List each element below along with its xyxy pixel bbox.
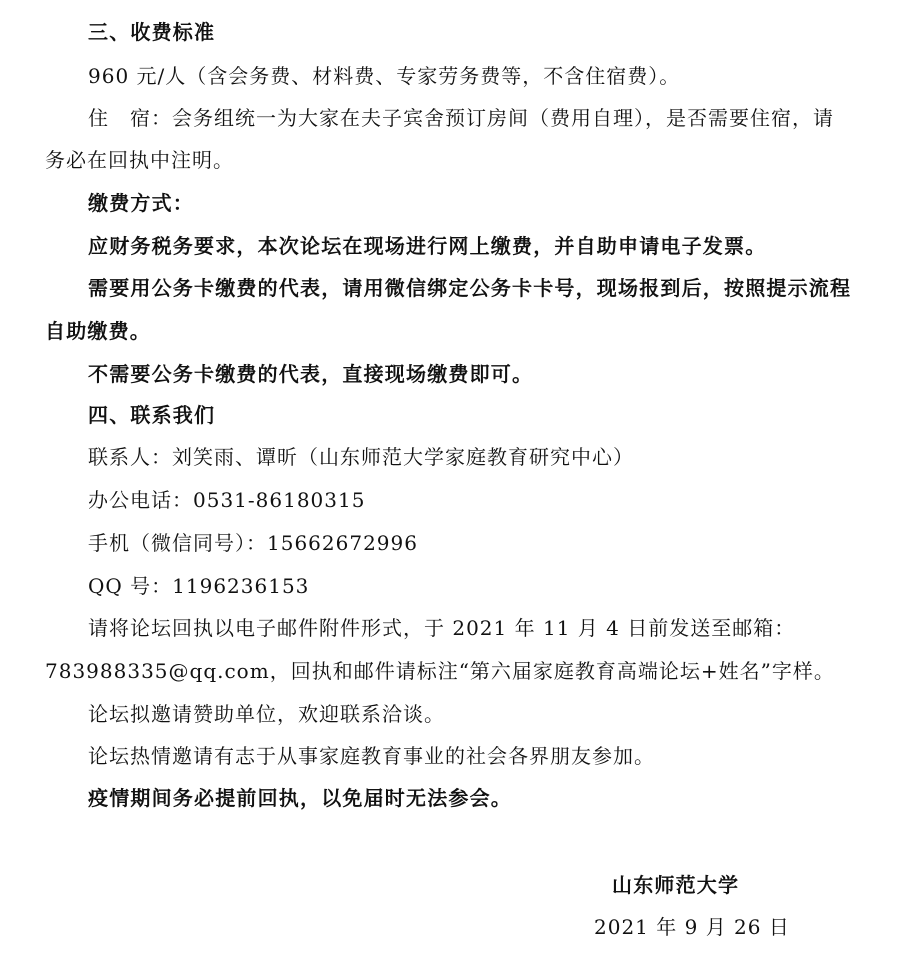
payment-line-3: 自助缴费。 [45, 319, 151, 343]
qq-number: QQ 号：1196236153 [88, 574, 310, 598]
mobile-phone: 手机（微信同号）：15662672996 [88, 531, 418, 555]
invitation-note: 论坛热情邀请有志于从事家庭教育事业的社会各界朋友参加。 [88, 744, 655, 768]
office-phone: 办公电话：0531-86180315 [88, 488, 366, 512]
signature-org: 山东师范大学 [612, 873, 740, 897]
payment-line-1: 应财务税务要求，本次论坛在现场进行网上缴费，并自助申请电子发票。 [88, 234, 767, 258]
lodging-line-2: 务必在回执中注明。 [45, 148, 234, 172]
email-instruction-line-2: 783988335@qq.com，回执和邮件请标注“第六届家庭教育高端论坛+姓名”字样。 [45, 659, 835, 683]
epidemic-notice: 疫情期间务必提前回执，以免届时无法参会。 [88, 786, 512, 810]
email-instruction-line-1: 请将论坛回执以电子邮件附件形式，于 2021 年 11 月 4 日前发送至邮箱： [88, 616, 796, 640]
sponsor-note: 论坛拟邀请赞助单位，欢迎联系洽谈。 [88, 702, 445, 726]
fees-amount: 960 元/人（含会务费、材料费、专家劳务费等，不含住宿费）。 [88, 64, 681, 88]
lodging-line-1: 住 宿：会务组统一为大家在夫子宾舍预订房间（费用自理），是否需要住宿，请 [88, 106, 834, 130]
payment-line-2: 需要用公务卡缴费的代表，请用微信绑定公务卡卡号，现场报到后，按照提示流程 [88, 276, 852, 300]
payment-heading: 缴费方式： [88, 191, 194, 215]
contact-persons: 联系人：刘笑雨、谭昕（山东师范大学家庭教育研究中心） [88, 445, 634, 469]
signature-date: 2021 年 9 月 26 日 [594, 915, 790, 939]
fees-heading: 三、收费标准 [88, 20, 216, 44]
contact-heading: 四、联系我们 [88, 403, 216, 427]
payment-line-4: 不需要公务卡缴费的代表，直接现场缴费即可。 [88, 362, 534, 386]
